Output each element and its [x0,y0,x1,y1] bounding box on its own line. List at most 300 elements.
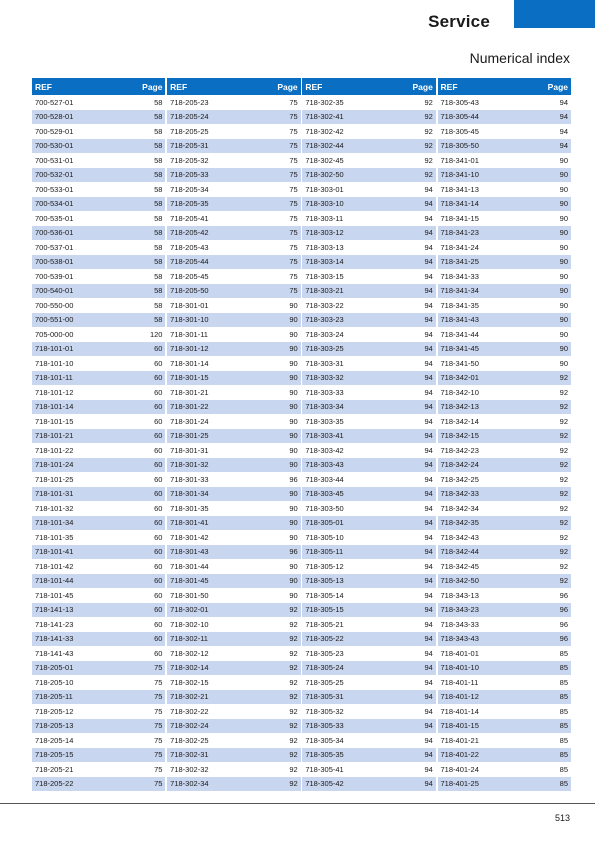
column-header [302,78,435,95]
page-cell: 90 [559,199,568,209]
table-row [32,211,165,226]
table-row [32,617,165,632]
ref-cell: 718-341-23 [440,228,479,238]
ref-cell: 718-342-23 [440,445,479,455]
ref-cell: 718-341-44 [440,329,479,339]
table-row [438,675,571,690]
table-row [438,269,571,284]
table-row [302,501,435,516]
page-cell: 90 [289,344,298,354]
ref-cell: 718-101-41 [35,547,74,557]
page-cell: 90 [289,300,298,310]
ref-cell: 718-302-12 [170,648,209,658]
page-cell: 94 [424,271,433,281]
page-cell: 58 [154,228,163,238]
page-cell: 75 [289,242,298,252]
table-row [438,501,571,516]
ref-cell: 718-302-50 [305,170,344,180]
ref-cell: 718-305-41 [305,764,344,774]
table-row [32,110,165,125]
ref-cell: 718-301-31 [170,445,209,455]
ref-cell: 718-302-25 [170,735,209,745]
page-cell: 96 [559,605,568,615]
ref-cell: 700-551-00 [35,315,74,325]
table-row [302,733,435,748]
page-cell: 75 [154,692,163,702]
page-cell: 60 [154,561,163,571]
ref-cell: 718-401-11 [440,677,479,687]
ref-cell: 718-205-34 [170,184,209,194]
page-cell: 92 [289,634,298,644]
table-row [167,356,300,371]
table-row [32,356,165,371]
page-cell: 92 [559,416,568,426]
page-cell: 75 [154,677,163,687]
page-cell: 94 [424,576,433,586]
page-cell: 92 [289,677,298,687]
table-row [438,414,571,429]
page-cell: 90 [289,532,298,542]
table-row [438,530,571,545]
page-cell: 94 [424,721,433,731]
page-subtitle: Numerical index [469,50,570,66]
table-row [438,255,571,270]
table-row [438,385,571,400]
page-cell: 60 [154,416,163,426]
ref-cell: 718-301-44 [170,561,209,571]
ref-cell: 718-303-12 [305,228,344,238]
table-row [302,400,435,415]
ref-cell: 718-305-10 [305,532,344,542]
table-row [438,211,571,226]
table-row [32,269,165,284]
table-row [302,139,435,154]
table-row [32,240,165,255]
ref-cell: 718-303-14 [305,257,344,267]
table-row [32,748,165,763]
page-cell: 58 [154,155,163,165]
table-row [438,632,571,647]
table-row [302,661,435,676]
page-cell: 94 [424,677,433,687]
page-cell: 94 [424,387,433,397]
ref-cell: 718-205-41 [170,213,209,223]
ref-cell: 718-303-35 [305,416,344,426]
table-row [438,371,571,386]
ref-cell: 718-301-33 [170,474,209,484]
table-row [302,269,435,284]
ref-cell: 718-342-44 [440,547,479,557]
ref-cell: 718-141-13 [35,605,74,615]
ref-cell: 718-301-34 [170,489,209,499]
page-cell: 60 [154,387,163,397]
table-row [167,385,300,400]
table-row [302,110,435,125]
page-cell: 94 [559,112,568,122]
table-row [438,617,571,632]
page-cell: 90 [289,518,298,528]
table-row [302,298,435,313]
page-cell: 60 [154,576,163,586]
ref-cell: 700-550-00 [35,300,74,310]
table-row [167,255,300,270]
table-row [32,458,165,473]
ref-cell: 718-101-12 [35,387,74,397]
table-row [167,661,300,676]
ref-cell: 718-342-34 [440,503,479,513]
page-cell: 94 [424,416,433,426]
page-cell: 94 [424,663,433,673]
page-cell: 75 [289,170,298,180]
page-cell: 94 [424,474,433,484]
table-row [167,342,300,357]
table-row [438,704,571,719]
ref-cell: 718-101-35 [35,532,74,542]
ref-cell: 718-301-32 [170,460,209,470]
ref-cell: 718-343-43 [440,634,479,644]
table-row [32,545,165,560]
table-row [32,690,165,705]
page-cell: 96 [289,547,298,557]
table-row [167,197,300,212]
ref-cell: 718-342-50 [440,576,479,586]
ref-cell: 718-303-25 [305,344,344,354]
table-row [167,545,300,560]
page-cell: 92 [289,779,298,789]
table-row [302,168,435,183]
table-row [302,603,435,618]
page-cell: 90 [289,590,298,600]
ref-cell: 718-302-14 [170,663,209,673]
page-cell: 94 [424,431,433,441]
ref-cell: 718-303-23 [305,315,344,325]
page-cell: 92 [424,155,433,165]
numerical-index-table [32,78,571,791]
ref-cell: 718-305-35 [305,750,344,760]
page-cell: 94 [424,344,433,354]
table-row [438,429,571,444]
page-cell: 60 [154,532,163,542]
page-cell: 94 [424,199,433,209]
ref-cell: 718-342-10 [440,387,479,397]
table-row [438,110,571,125]
page-cell: 94 [424,692,433,702]
page-cell: 60 [154,402,163,412]
table-row [302,545,435,560]
page-cell: 94 [424,605,433,615]
table-row [438,661,571,676]
page-cell: 75 [154,721,163,731]
ref-cell: 718-101-22 [35,445,74,455]
page-cell: 58 [154,141,163,151]
page-cell: 90 [559,329,568,339]
ref-cell: 700-536-01 [35,228,74,238]
page-cell: 58 [154,257,163,267]
table-row [32,777,165,792]
page-cell: 75 [154,764,163,774]
table-row [302,588,435,603]
page-cell: 60 [154,634,163,644]
ref-cell: 718-303-10 [305,199,344,209]
ref-cell: 718-301-10 [170,315,209,325]
page-cell: 92 [559,431,568,441]
ref-cell: 718-301-43 [170,547,209,557]
page-cell: 94 [424,750,433,760]
ref-cell: 718-303-41 [305,431,344,441]
table-row [32,530,165,545]
ref-cell: 718-305-34 [305,735,344,745]
table-row [302,211,435,226]
table-row [32,487,165,502]
ref-cell: 718-205-25 [170,126,209,136]
ref-cell: 718-305-44 [440,112,479,122]
page-cell: 94 [424,300,433,310]
ref-cell: 718-341-10 [440,170,479,180]
table-row [167,211,300,226]
page-cell: 60 [154,373,163,383]
ref-cell: 718-342-35 [440,518,479,528]
page-cell: 94 [424,561,433,571]
page-cell: 75 [289,97,298,107]
ref-cell: 718-401-24 [440,764,479,774]
page-cell: 90 [289,373,298,383]
table-row [167,530,300,545]
table-row [32,168,165,183]
page-cell: 92 [559,445,568,455]
table-row [167,777,300,792]
ref-cell: 718-302-45 [305,155,344,165]
page-cell: 60 [154,547,163,557]
ref-cell: 700-528-01 [35,112,74,122]
ref-cell: 718-302-10 [170,619,209,629]
ref-cell: 718-305-23 [305,648,344,658]
page-cell: 96 [559,590,568,600]
table-row [302,182,435,197]
table-row [302,690,435,705]
page-cell: 90 [289,503,298,513]
page-cell: 60 [154,489,163,499]
table-row [302,371,435,386]
header-page: Page [277,81,298,92]
table-row [32,501,165,516]
page-cell: 85 [559,648,568,658]
ref-cell: 700-530-01 [35,141,74,151]
ref-cell: 718-302-31 [170,750,209,760]
page-cell: 92 [559,518,568,528]
table-row [167,603,300,618]
table-row [167,124,300,139]
header-ref: REF [305,81,323,92]
table-row [302,777,435,792]
table-row [438,168,571,183]
header-ref: REF [35,81,52,92]
page-cell: 94 [424,634,433,644]
page-cell: 90 [559,170,568,180]
ref-cell: 718-341-33 [440,271,479,281]
table-row [167,414,300,429]
ref-cell: 718-301-22 [170,402,209,412]
table-row [438,487,571,502]
ref-cell: 718-301-24 [170,416,209,426]
page-cell: 60 [154,344,163,354]
page-cell: 90 [289,576,298,586]
table-row [438,298,571,313]
page-cell: 85 [559,706,568,716]
table-row [302,458,435,473]
table-row [167,501,300,516]
page-cell: 92 [559,474,568,484]
table-row [167,400,300,415]
page-cell: 94 [424,329,433,339]
ref-cell: 718-301-50 [170,590,209,600]
page-cell: 90 [289,489,298,499]
ref-cell: 718-401-25 [440,779,479,789]
ref-cell: 718-401-15 [440,721,479,731]
table-row [302,342,435,357]
page-cell: 90 [559,271,568,281]
page-cell: 85 [559,692,568,702]
ref-cell: 718-341-35 [440,300,479,310]
table-row [32,139,165,154]
ref-cell: 718-341-15 [440,213,479,223]
page-cell: 92 [559,576,568,586]
index-column [438,78,571,791]
table-row [167,762,300,777]
ref-cell: 718-302-11 [170,634,208,644]
ref-cell: 718-305-11 [305,547,344,557]
table-row [438,197,571,212]
table-row [438,733,571,748]
ref-cell: 718-101-34 [35,518,74,528]
page-cell: 85 [559,721,568,731]
ref-cell: 718-343-33 [440,619,479,629]
page-cell: 90 [289,460,298,470]
page-cell: 90 [289,358,298,368]
page-cell: 90 [289,329,298,339]
ref-cell: 700-527-01 [35,97,74,107]
page-cell: 58 [154,184,163,194]
ref-cell: 718-301-01 [170,300,209,310]
page-cell: 75 [289,112,298,122]
page-cell: 92 [289,605,298,615]
table-row [438,559,571,574]
table-row [167,675,300,690]
table-row [32,675,165,690]
table-row [167,458,300,473]
page-cell: 85 [559,677,568,687]
table-row [438,646,571,661]
page-cell: 94 [424,286,433,296]
ref-cell: 718-305-14 [305,590,344,600]
ref-cell: 718-305-24 [305,663,344,673]
ref-cell: 718-205-24 [170,112,209,122]
table-row [32,603,165,618]
page-cell: 92 [289,764,298,774]
page-cell: 90 [289,315,298,325]
page-cell: 60 [154,474,163,484]
page-cell: 75 [154,735,163,745]
table-row [32,327,165,342]
table-row [302,632,435,647]
table-row [32,443,165,458]
page-cell: 90 [289,445,298,455]
page-cell: 94 [424,590,433,600]
page-cell: 94 [424,706,433,716]
table-row [32,313,165,328]
ref-cell: 718-401-12 [440,692,479,702]
table-row [32,400,165,415]
table-row [32,762,165,777]
ref-cell: 718-342-01 [440,373,479,383]
table-row [302,429,435,444]
ref-cell: 718-303-11 [305,213,344,223]
table-row [302,675,435,690]
table-row [302,95,435,110]
ref-cell: 718-305-21 [305,619,344,629]
ref-cell: 718-303-45 [305,489,344,499]
table-row [167,632,300,647]
ref-cell: 718-401-01 [440,648,479,658]
table-row [32,371,165,386]
table-row [167,327,300,342]
ref-cell: 718-303-01 [305,184,344,194]
table-row [167,617,300,632]
ref-cell: 700-539-01 [35,271,74,281]
ref-cell: 705-000-00 [35,329,74,339]
ref-cell: 718-205-10 [35,677,74,687]
ref-cell: 700-538-01 [35,257,74,267]
ref-cell: 718-303-50 [305,503,344,513]
ref-cell: 718-305-43 [440,97,479,107]
ref-cell: 718-341-01 [440,155,479,165]
ref-cell: 718-303-42 [305,445,344,455]
ref-cell: 718-305-15 [305,605,344,615]
page-cell: 94 [424,460,433,470]
page-cell: 94 [424,358,433,368]
ref-cell: 718-205-44 [170,257,209,267]
page-cell: 75 [154,750,163,760]
table-row [438,313,571,328]
page-cell: 90 [289,561,298,571]
table-row [167,733,300,748]
header-page: Page [412,81,433,92]
table-row [32,153,165,168]
header-page: Page [547,81,568,92]
ref-cell: 718-301-11 [170,329,208,339]
table-row [302,255,435,270]
ref-cell: 718-205-31 [170,141,209,151]
ref-cell: 718-301-35 [170,503,209,513]
table-row [167,240,300,255]
ref-cell: 718-205-11 [35,692,73,702]
ref-cell: 718-301-25 [170,431,209,441]
table-row [167,443,300,458]
table-row [167,646,300,661]
page-cell: 94 [424,619,433,629]
page-number: 513 [554,813,570,823]
ref-cell: 718-101-21 [35,431,74,441]
table-row [302,124,435,139]
page-cell: 92 [559,547,568,557]
ref-cell: 718-301-21 [170,387,209,397]
ref-cell: 718-342-33 [440,489,479,499]
table-row [302,748,435,763]
ref-cell: 718-401-21 [440,735,479,745]
table-row [302,530,435,545]
ref-cell: 718-205-23 [170,97,209,107]
page-cell: 85 [559,663,568,673]
table-row [167,472,300,487]
